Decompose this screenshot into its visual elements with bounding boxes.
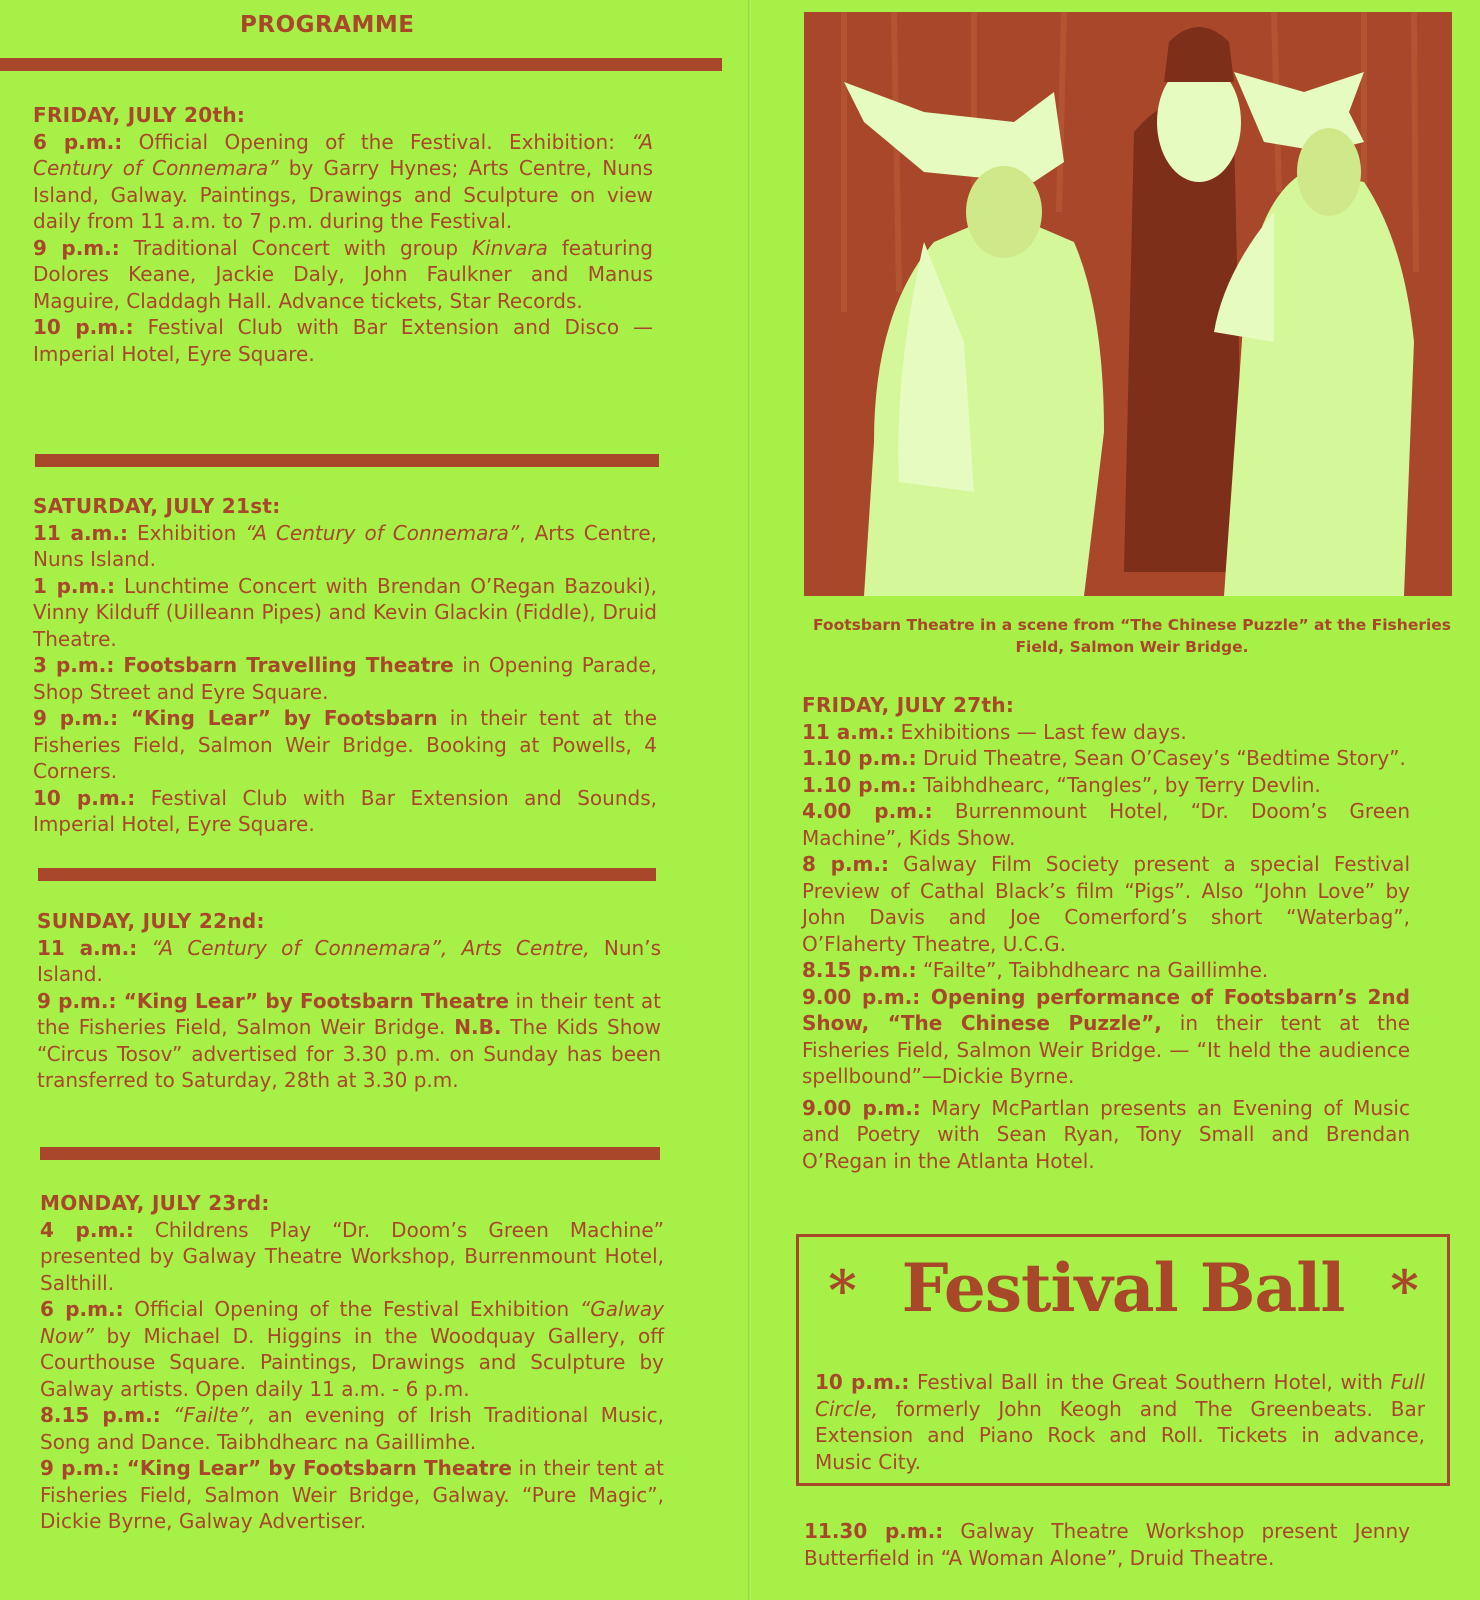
friday-27-section	[802, 692, 1410, 1174]
event-text: formerly John Keogh and The Greenbeats. Bar Extension and Piano Rock and Roll. Tickets in advance, Music City.	[815, 1396, 1425, 1474]
event-item	[802, 772, 1410, 799]
ball-description	[815, 1369, 1425, 1475]
event-text: Festival Club with Bar Extension and Sounds, Imperial Hotel, Eyre Square.	[33, 785, 657, 836]
event-time: 3 p.m.:	[33, 653, 115, 677]
event-item	[802, 851, 1410, 957]
event-text: Mary McPartlan presents an Evening of Music and Poetry with Sean Ryan, Tony Small and Brendan O’Regan in the Atlanta Hotel.	[802, 1095, 1410, 1173]
event-time: 9.00 p.m.:	[802, 984, 921, 1009]
event-text: in their tent at the Fisheries Field, Salmon Weir Bridge.	[37, 988, 661, 1039]
event-text: by Michael D. Higgins in the Woodquay Gallery, off Courthouse Square. Paintings, Drawings and Sculpture by Galway artists. Open daily 11 a.m. - 6 p.m.	[40, 1323, 664, 1401]
event-time: 6 p.m.:	[33, 129, 123, 154]
event-item	[40, 1455, 664, 1535]
event-item	[804, 1518, 1410, 1571]
event-time: 9.00 p.m.:	[802, 1095, 921, 1120]
saturday-21-section	[33, 493, 657, 838]
event-italic: “Galway Now”	[40, 1297, 664, 1348]
event-text: in their tent at the Fisheries Field, Salmon Weir Bridge. — “It held the audience spellbound”—Dickie Byrne.	[802, 1011, 1410, 1088]
event-text: , Arts Centre, Nuns Island.	[33, 520, 657, 571]
event-italic: “Failte”,	[160, 1403, 256, 1427]
event-text: in their tent at the Fisheries Field, Salmon Weir Bridge. Booking at Powells, 4 Corners.	[33, 706, 657, 783]
event-item	[33, 785, 657, 838]
page-fold	[748, 0, 751, 1600]
event-text: Official Opening of the Festival. Exhibition:	[122, 129, 632, 154]
event-italic: Full Circle,	[815, 1370, 1425, 1421]
event-italic: “A Century of Connemara”, Arts Centre,	[137, 935, 590, 960]
event-item	[40, 1296, 664, 1402]
event-text: Exhibition	[127, 520, 246, 545]
event-item	[40, 1402, 664, 1455]
festival-ball-box	[796, 1234, 1450, 1486]
event-time: 4 p.m.:	[40, 1217, 134, 1242]
event-text: an evening of Irish Traditional Music, Song and Dance. Taibhdhearc na Gaillimhe.	[40, 1403, 664, 1454]
event-text: Traditional Concert with group	[119, 235, 472, 260]
event-text: in their tent at Fisheries Field, Salmon Weir Bridge, Galway. “Pure Magic”, Dickie Byrne, Galway Advertiser.	[40, 1456, 664, 1533]
event-text: Galway Theatre Workshop present Jenny Butterfield in “A Woman Alone”, Druid Theatre.	[804, 1519, 1410, 1570]
event-time: 8.15 p.m.:	[40, 1403, 161, 1427]
event-time: 1.10 p.m.:	[802, 772, 917, 797]
friday-20-section	[33, 102, 653, 367]
event-time: 11.30 p.m.:	[804, 1519, 944, 1543]
event-item	[802, 719, 1410, 746]
divider-rule	[38, 868, 656, 881]
asterisk-icon: *	[1390, 1258, 1418, 1322]
divider-rule	[0, 58, 722, 71]
event-text: Exhibitions — Last few days.	[894, 719, 1187, 744]
event-time: 11 a.m.:	[802, 719, 895, 744]
theatre-photo	[804, 12, 1452, 596]
event-time: 11 a.m.:	[33, 520, 128, 545]
event-text: featuring Dolores Keane, Jackie Daly, John Faulkner and Manus Maguire, Claddagh Hall. Advance tickets, Star Records.	[33, 235, 653, 313]
event-time: 9 p.m.:	[33, 706, 119, 730]
sunday-22-section	[37, 908, 661, 1094]
event-bold: Opening performance of Footsbarn’s 2nd Show, “The Chinese Puzzle”,	[802, 984, 1410, 1035]
programme-title: PROGRAMME	[240, 12, 415, 38]
event-item	[37, 988, 661, 1094]
event-time: 8.15 p.m.:	[802, 958, 917, 982]
event-italic: “A Century of Connemara”	[33, 129, 653, 180]
event-text: Galway Film Society present a special Festival Preview of Cathal Black’s film “Pigs”. Also “John Love” by John Davis and Joe Comerford’s short “Waterbag”, O’Flaherty Theatre, U.C.G.	[802, 852, 1410, 956]
event-item	[33, 314, 653, 367]
day-heading: SATURDAY, JULY 21st:	[33, 494, 281, 518]
divider-rule	[40, 1147, 660, 1160]
event-time: 10 p.m.:	[815, 1370, 910, 1394]
event-time: 4.00 p.m.:	[802, 799, 933, 823]
event-text: The Kids Show “Circus Tosov” advertised for 3.30 p.m. on Sunday has been transferred to Saturday, 28th at 3.30 p.m.	[37, 1015, 661, 1092]
event-bold: “King Lear” by Footsbarn Theatre	[116, 988, 509, 1013]
event-time: 9 p.m.:	[37, 988, 117, 1013]
event-text: Childrens Play “Dr. Doom’s Green Machine” presented by Galway Theatre Workshop, Burrenmount Hotel, Salthill.	[40, 1217, 664, 1295]
event-time: 10 p.m.:	[33, 315, 134, 339]
event-item	[802, 1095, 1410, 1175]
event-italic: “A Century of Connemara”	[245, 520, 520, 545]
event-text: Druid Theatre, Sean O’Casey’s “Bedtime Story”.	[916, 746, 1406, 770]
day-heading: FRIDAY, JULY 20th:	[33, 103, 246, 127]
event-bold: “King Lear” by Footsbarn	[118, 706, 438, 730]
event-text: in Opening Parade, Shop Street and Eyre Square.	[33, 653, 657, 704]
event-italic: Kinvara	[471, 235, 548, 260]
asterisk-icon: *	[828, 1258, 856, 1322]
event-text: Taibhdhearc, “Tangles”, by Terry Devlin.	[916, 772, 1321, 797]
event-text: Official Opening of the Festival Exhibition	[123, 1297, 580, 1321]
divider-rule	[35, 454, 659, 467]
final-event	[804, 1518, 1410, 1571]
ball-title-text: Festival Ball	[901, 1249, 1345, 1327]
right-panel	[752, 0, 1480, 1600]
event-bold: N.B.	[454, 1015, 502, 1039]
event-item	[33, 705, 657, 785]
event-text: “Failte”, Taibhdhearc na Gaillimhe.	[916, 958, 1269, 982]
day-heading: SUNDAY, JULY 22nd:	[37, 909, 265, 933]
event-time: 9 p.m.:	[40, 1456, 120, 1480]
photo-caption: Footsbarn Theatre in a scene from “The Chinese Puzzle” at the Fisheries Field, Salmon Weir Bridge.	[812, 616, 1452, 656]
event-time: 11 a.m.:	[37, 935, 138, 960]
event-text: Lunchtime Concert with Brendan O’Regan Bazouki), Vinny Kilduff (Uilleann Pipes) and Kevin Glackin (Fiddle), Druid Theatre.	[33, 573, 657, 651]
theatre-scene-illustration	[804, 12, 1452, 596]
event-bold: “King Lear” by Footsbarn Theatre	[119, 1456, 512, 1480]
event-item	[33, 129, 653, 235]
event-time: 10 p.m.:	[33, 785, 136, 810]
event-time: 6 p.m.:	[40, 1297, 124, 1321]
monday-23-section	[40, 1190, 664, 1535]
event-item	[802, 984, 1410, 1090]
event-item	[40, 1217, 664, 1297]
festival-ball-title	[799, 1249, 1447, 1327]
event-item	[37, 935, 661, 988]
event-item	[33, 573, 657, 653]
day-heading: FRIDAY, JULY 27th:	[802, 693, 1015, 717]
event-text: by Garry Hynes; Arts Centre, Nuns Island, Galway. Paintings, Drawings and Sculpture on view daily from 11 a.m. to 7 p.m. during the Festival.	[33, 156, 653, 233]
event-item	[802, 745, 1410, 772]
event-item	[802, 798, 1410, 851]
event-time: 1 p.m.:	[33, 573, 115, 598]
event-time: 8 p.m.:	[802, 852, 889, 876]
event-text: Festival Club with Bar Extension and Disco — Imperial Hotel, Eyre Square.	[33, 315, 653, 366]
event-item	[802, 957, 1410, 984]
event-bold: Footsbarn Travelling Theatre	[114, 653, 454, 677]
event-text: Nun’s Island.	[37, 935, 662, 986]
event-item	[33, 652, 657, 705]
day-heading: MONDAY, JULY 23rd:	[40, 1191, 270, 1215]
event-item	[33, 235, 653, 315]
event-time: 9 p.m.:	[33, 235, 120, 260]
event-item	[33, 520, 657, 573]
event-text: Burrenmount Hotel, “Dr. Doom’s Green Machine”, Kids Show.	[802, 799, 1410, 850]
event-text: Festival Ball in the Great Southern Hotel, with	[909, 1370, 1391, 1394]
event-time: 1.10 p.m.:	[802, 746, 917, 770]
